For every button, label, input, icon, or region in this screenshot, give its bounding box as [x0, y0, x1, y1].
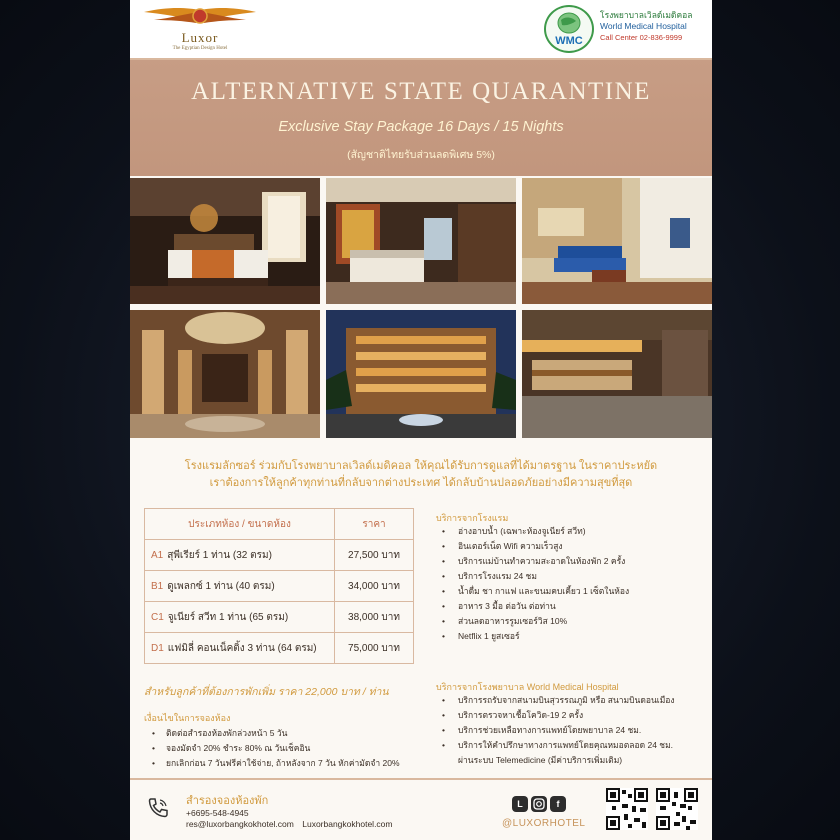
table-row	[145, 540, 414, 571]
list-item: • บริการโรงแรม 24 ชม	[436, 569, 706, 584]
reservation-title: สำรองจองห้องพัก	[186, 795, 269, 807]
photo-restaurant-bar	[522, 310, 712, 438]
room-code: A1	[151, 549, 164, 561]
column-header-price: ราคา	[335, 509, 414, 540]
phone-icon	[146, 796, 170, 820]
wmc-badge-text: WMC	[555, 35, 583, 47]
luxor-tagline: The Egyptian Design Hotel	[172, 46, 228, 51]
luxor-name: Luxor	[181, 30, 219, 45]
reservation-email[interactable]: res@luxorbangkokhotel.com	[186, 819, 294, 829]
hospital-services-list	[436, 693, 706, 768]
hotel-services-title: บริการจากโรงแรม	[436, 513, 509, 523]
photo-suite-living-room	[522, 178, 712, 304]
table-header-row	[145, 509, 414, 540]
table-row	[145, 571, 414, 602]
wmc-english-name: World Medical Hospital	[600, 21, 687, 31]
price-cell: 75,000 บาท	[335, 633, 414, 664]
price-cell: 38,000 บาท	[335, 602, 414, 633]
website-link[interactable]: Luxorbangkokhotel.com	[302, 819, 393, 829]
conditions-list	[144, 726, 434, 771]
flyer	[130, 0, 712, 840]
tagline	[130, 458, 712, 492]
list-item: • อาหาร 3 มื้อ ต่อวัน ต่อท่าน	[436, 599, 706, 614]
photo-hotel-facade-night	[326, 310, 516, 438]
room-cell	[145, 540, 335, 571]
room-cell	[145, 602, 335, 633]
list-item: • บริการตรวจหาเชื้อโควิด-19 2 ครั้ง	[436, 708, 706, 723]
list-item: • น้ำดื่ม ชา กาแฟ และขนมคบเคี้ยว 1 เซ็ตในห้อง	[436, 584, 706, 599]
globe-icon	[556, 12, 582, 34]
footer	[130, 780, 712, 840]
banner-subtitle: Exclusive Stay Package 16 Days / 15 Nights	[278, 119, 564, 135]
reservation-contacts	[186, 819, 399, 829]
photo-twin-bedroom	[326, 178, 516, 304]
wmc-logo	[544, 5, 594, 53]
instagram-icon[interactable]	[531, 796, 547, 812]
tagline-line-2: เราต้องการให้ลูกค้าทุกท่านที่กลับจากต่างประเทศ ได้กลับบ้านปลอดภัยอย่างมีความสุขที่สุด	[209, 477, 633, 489]
photo-lobby-columns	[130, 310, 320, 438]
list-item-continuation: ผ่านระบบ Telemedicine (มีค่าบริการเพิ่มเติม)	[458, 755, 623, 765]
price-cell: 27,500 บาท	[335, 540, 414, 571]
social-handle[interactable]: @LUXORHOTEL	[502, 818, 586, 829]
banner-note: (สัญชาติไทยรับส่วนลดพิเศษ 5%)	[347, 149, 495, 161]
room-code: C1	[151, 611, 164, 623]
qr-code-icon	[656, 788, 698, 830]
wmc-thai-name: โรงพยาบาลเวิลด์เมดิคอล	[600, 10, 693, 20]
line-icon[interactable]: L	[512, 796, 528, 812]
list-item: • จองมัดจำ 20% ชำระ 80% ณ วันเช็คอิน	[144, 741, 434, 756]
list-item: • บริการรถรับจากสนามบินสุวรรณภูมิ หรือ สนามบินดอนเมือง	[436, 693, 706, 708]
room-name: แฟมิลี่ คอนเน็คติ้ง 3 ท่าน (64 ตรม)	[167, 642, 317, 654]
room-name: จูเนียร์ สวีท 1 ท่าน (65 ตรม)	[167, 611, 289, 623]
room-name: สุพีเรียร์ 1 ท่าน (32 ตรม)	[167, 549, 272, 561]
list-item: • Netflix 1 ยูสเซอร์	[436, 629, 706, 644]
hospital-services-title: บริการจากโรงพยาบาล World Medical Hospital	[436, 682, 619, 692]
list-item: • บริการให้คำปรึกษาทางการแพทย์โดยคุณหมอตลอด 24 ชม.	[436, 738, 706, 753]
qr-code-icon	[606, 788, 648, 830]
list-item: • ส่วนลดอาหารรูมเซอร์วิส 10%	[436, 614, 706, 629]
list-item: • อ่างอาบน้ำ (เฉพาะห้องจูเนียร์ สวีท)	[436, 524, 706, 539]
column-header-room: ประเภทห้อง / ขนาดห้อง	[145, 509, 335, 540]
banner-rule	[130, 58, 712, 60]
room-cell	[145, 571, 335, 602]
list-item: • บริการช่วยเหลือทางการแพทย์โดยพยาบาล 24 ชม.	[436, 723, 706, 738]
conditions-title: เงื่อนไขในการจองห้อง	[144, 713, 231, 723]
wmc-call-center: Call Center 02-836-9999	[600, 33, 683, 42]
list-item: • บริการแม่บ้านทำความสะอาดในห้องพัก 2 ครั้ง	[436, 554, 706, 569]
price-table	[144, 508, 414, 664]
winged-scarab-icon	[140, 6, 260, 28]
wmc-info	[600, 9, 712, 43]
photo-bedroom	[130, 178, 320, 304]
luxor-logo	[140, 6, 260, 54]
room-cell	[145, 633, 335, 664]
room-name: ดูเพลกซ์ 1 ท่าน (40 ตรม)	[167, 580, 275, 592]
reservation-phone[interactable]: +6695-548-4945	[186, 808, 249, 818]
extra-stay-promo: สำหรับลูกค้าที่ต้องการพักเพิ่ม ราคา 22,000 บาท / ท่าน	[144, 686, 389, 698]
list-item: • ติดต่อสำรองห้องพักล่วงหน้า 5 วัน	[144, 726, 434, 741]
price-cell: 34,000 บาท	[335, 571, 414, 602]
table-row	[145, 602, 414, 633]
list-item: • อินเตอร์เน็ต Wifi ความเร็วสูง	[436, 539, 706, 554]
tagline-line-1: โรงแรมลักซอร์ ร่วมกับโรงพยาบาลเวิลด์เมดิคอล ให้คุณได้รับการดูแลที่ได้มาตรฐาน ในราคาประหยัด	[184, 460, 658, 472]
list-item: • ยกเลิกก่อน 7 วันฟรีค่าใช้จ่าย, ถ้าหลังจาก 7 วัน หักค่ามัดจำ 20%	[144, 756, 434, 771]
hotel-services-list	[436, 524, 706, 644]
table-row	[145, 633, 414, 664]
room-code: D1	[151, 642, 164, 654]
title-banner	[130, 58, 712, 176]
banner-title: ALTERNATIVE STATE QUARANTINE	[191, 78, 651, 105]
facebook-icon[interactable]: f	[550, 796, 566, 812]
header	[130, 0, 712, 58]
room-code: B1	[151, 580, 164, 592]
